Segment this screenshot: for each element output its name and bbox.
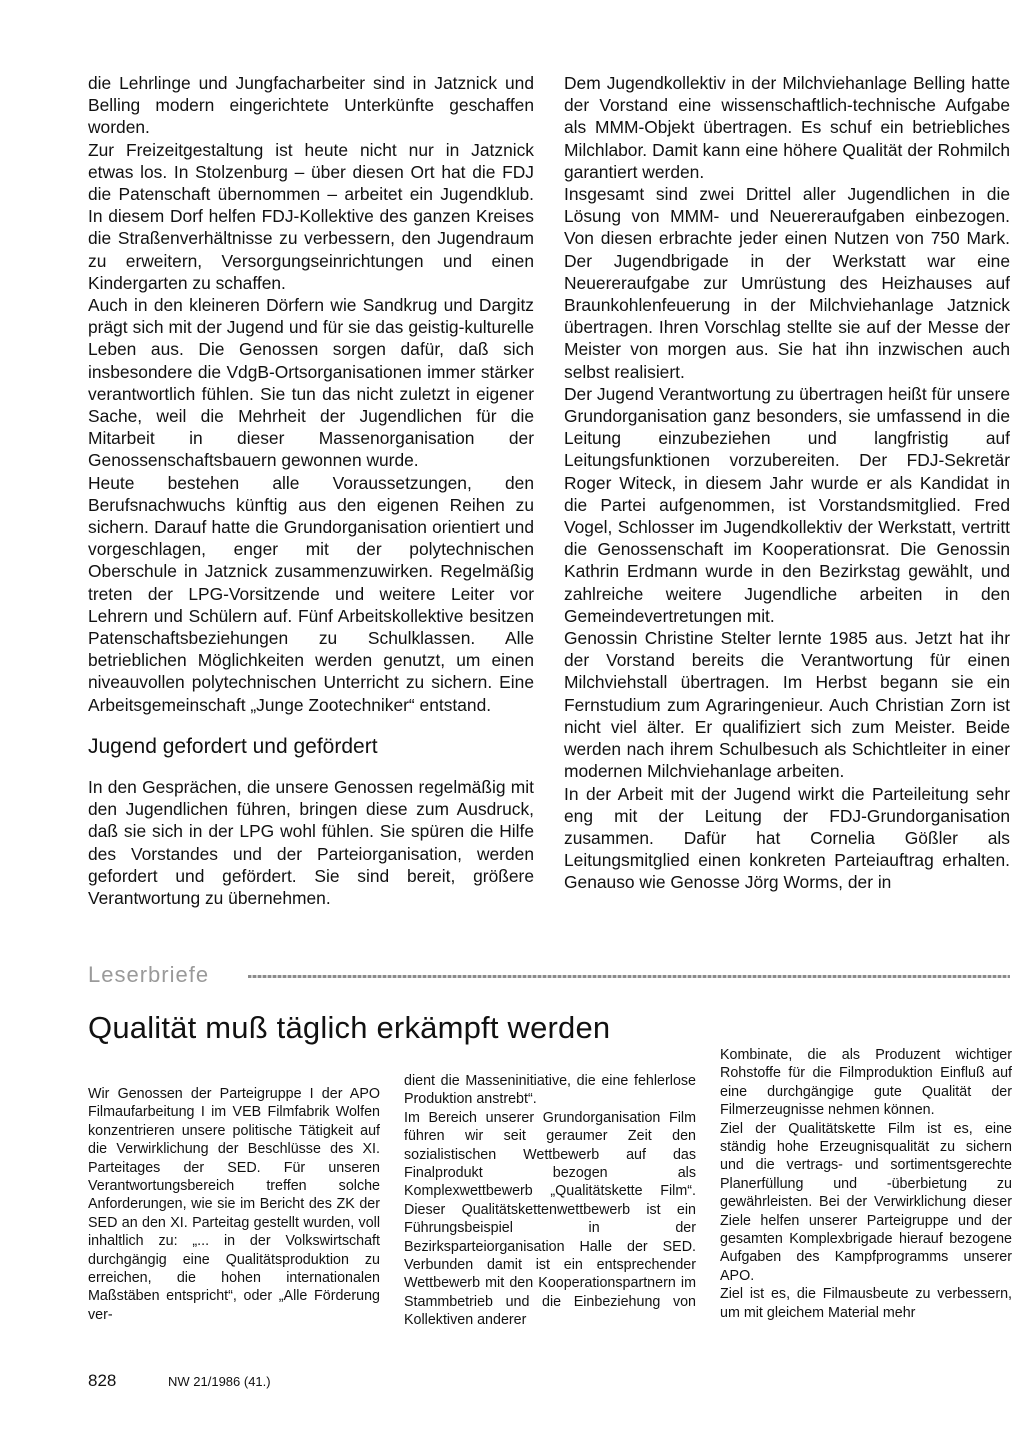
rubric-divider (248, 975, 1010, 978)
paragraph: Wir Genossen der Parteigruppe I der APO Filmaufarbeitung I im VEB Filmfabrik Wolfen konzentrieren unsere politische Tätigkeit auf die Verwirklichung der Beschlüsse des XI. Parteitages der SED. Für unseren Verantwortungsbereich treffen solche Anforderungen, wie sie im Bericht des ZK der SED an den XI. Parteitag gestellt wurden, voll inhaltlich zu: „... in der Volkswirtschaft durchgängig eine Qualitätsproduktion zu erreichen, die hohen internationalen Maßstäben entspricht“, oder „Alle Förderung ver- (88, 1086, 380, 1323)
upper-right-column (564, 72, 1010, 894)
paragraph: Insgesamt sind zwei Drittel aller Jugendlichen in die Lösung von MMM- und Neuereraufgaben einbezogen. Von diesen erbrachte jeder einen Nutzen von 750 Mark. Der Jugendbrigade in der Werkstatt war eine Neuereraufgabe zur Umrüstung des Heizhauses auf Braunkohlenfeuerung in der Milchviehanlage Jatznick übertragen. Ihren Vorschlag stellte sie auf der Messe der Meister von morgen aus. Sie hat ihn inzwischen auch selbst realisiert. (564, 184, 1010, 382)
paragraph: Heute bestehen alle Voraussetzungen, den Berufsnachwuchs künftig aus den eigenen Reihen zu sichern. Darauf hatte die Grundorganisation orientiert und vorgeschlagen, enger mit der polytechnischen Oberschule in Jatznick zusammenzuwirken. Regelmäßig treten der LPG-Vorsitzende und weitere Leiter vor Lehrern und Schülern auf. Fünf Arbeitskollektive besitzen Patenschaftsbeziehungen zu Schulklassen. Alle betrieblichen Möglichkeiten werden genutzt, um einen niveauvollen polytechnischen Unterricht zu sichern. Eine Arbeitsgemeinschaft „Junge Zootechniker“ entstand. (88, 472, 534, 715)
paragraph: Der Jugend Verantwortung zu übertragen heißt für unsere Grundorganisation ganz besonders, sie umfassend in die Leitung einzubeziehen und langfristig auf Leitungsfunktionen vorzubereiten. Der FDJ-Sekretär Roger Witeck, in diesem Jahr wurde er als Kandidat in die Partei aufgenommen, ist Vorstandsmitglied. Fred Vogel, Schlosser im Jugendkollektiv der Werkstatt, vertritt die Genossenschaft im Kooperationsrat. Die Genossin Kathrin Erdmann wurde in den Bezirkstag gewählt, und zahlreiche weitere Jugendliche arbeiten in den Gemeindevertretungen mit. (564, 383, 1010, 626)
paragraph: In der Arbeit mit der Jugend wirkt die Parteileitung sehr eng mit der Leitung der FDJ-Grundorganisation zusammen. Dafür hat Cornelia Gößler als Leitungsmitglied einen konkreten Parteiauftrag erhalten. Genauso wie Genosse Jörg Worms, der in (564, 783, 1010, 893)
section-subheading: Jugend gefordert und gefördert (88, 734, 378, 758)
upper-left-column (88, 72, 534, 909)
page-number: 828 (88, 1371, 117, 1390)
page-footer (88, 1370, 488, 1394)
paragraph: Auch in den kleineren Dörfern wie Sandkrug und Dargitz prägt sich mit der Jugend und für sie das geistig-kulturelle Leben aus. Die Genossen sorgen dafür, daß sich insbesondere die VdgB-Ortsorganisationen immer stärker verantwortlich fühlen. Sie tun das nicht zuletzt in eigener Sache, weil die Mehrheit der Jugendlichen für die Mitarbeit in dieser Massenorganisation der Genossenschaftsbauern gewonnen wurde. (88, 295, 534, 471)
letter-headline: Qualität muß täglich erkämpft werden (88, 1010, 611, 1045)
letter-column-3 (720, 1046, 1012, 1322)
paragraph: dient die Masseninitiative, die eine fehlerlose Produktion anstrebt“. (404, 1073, 696, 1108)
letter-column-2 (404, 1072, 696, 1330)
paragraph: Ziel der Qualitätskette Film ist es, eine ständig hohe Erzeugnisqualität zu sichern und die vertrags- und sortimentsgerechte Planerfüllung und -überbietung zu gewährleisten. Bei der Verwirklichung dieser Ziele helfen unserer Parteigruppe und der gesamten Komplexbrigade hierauf bezogene Aufgaben des Kampfprogramms unserer APO. (720, 1120, 1012, 1284)
paragraph: die Lehrlinge und Jungfacharbeiter sind in Jatznick und Belling modern eingerichtete Unterkünfte geschaffen worden. (88, 73, 534, 138)
paragraph: Im Bereich unserer Grundorganisation Film führen wir seit geraumer Zeit den sozialistischen Wettbewerb auf das Finalprodukt bezogen als Komplexwettbewerb „Qualitätskette Film“. Dieser Qualitätskettenwettbewerb ist ein Führungsbeispiel in der Bezirksparteiorganisation Halle der SED. Verbunden damit ist ein entsprechender Wettbewerb mit den Kooperationspartnern im Stammbetrieb und die Einbeziehung von Kollektiven anderer (404, 1109, 696, 1329)
rubric-bar (88, 962, 1010, 992)
paragraph: Dem Jugendkollektiv in der Milchviehanlage Belling hatte der Vorstand eine wissenschaftlich-technische Aufgabe als MMM-Objekt übertragen. Es schuf ein betriebliches Milchlabor. Damit kann eine höhere Qualität der Rohmilch garantiert werden. (564, 73, 1010, 182)
paragraph: Kombinate, die als Produzent wichtiger Rohstoffe für die Filmproduktion Einfluß auf eine durchgängige gute Qualität der Filmerzeugnisse nehmen können. (720, 1047, 1012, 1119)
paragraph: In den Gesprächen, die unsere Genossen regelmäßig mit den Jugendlichen führen, bringen diese zum Ausdruck, daß sie sich in der LPG wohl fühlen. Sie spüren die Hilfe des Vorstandes und der Parteiorganisation, werden gefordert und gefördert. Sie sind bereit, größere Verantwortung zu übernehmen. (88, 776, 534, 908)
rubric-label: Leserbriefe (88, 962, 210, 987)
letter-column-1 (88, 1085, 380, 1324)
paragraph: Zur Freizeitgestaltung ist heute nicht nur in Jatznick etwas los. In Stolzenburg – über diesen Ort hat die FDJ die Patenschaft übernommen – arbeitet ein Jugendklub. In diesem Dorf helfen FDJ-Kollektive des ganzen Kreises die Straßenverhältnisse zu verbessern, den Jugendraum zu erweitern, Versorgungseinrichtungen und einen Kindergarten zu schaffen. (88, 139, 534, 293)
issue-reference: NW 21/1986 (41.) (168, 1374, 271, 1389)
paragraph: Ziel ist es, die Filmausbeute zu verbessern, um mit gleichem Material mehr (720, 1286, 1012, 1321)
paragraph: Genossin Christine Stelter lernte 1985 aus. Jetzt hat ihr der Vorstand bereits die Verantwortung für einen Milchviehstall übertragen. Im Herbst begann sie ein Fernstudium zum Agraringenieur. Auch Christian Zorn ist nicht viel älter. Er qualifiziert sich zum Meister. Beide werden nach ihrem Schulbesuch als Schichtleiter in einer modernen Milchviehanlage arbeiten. (564, 628, 1010, 782)
